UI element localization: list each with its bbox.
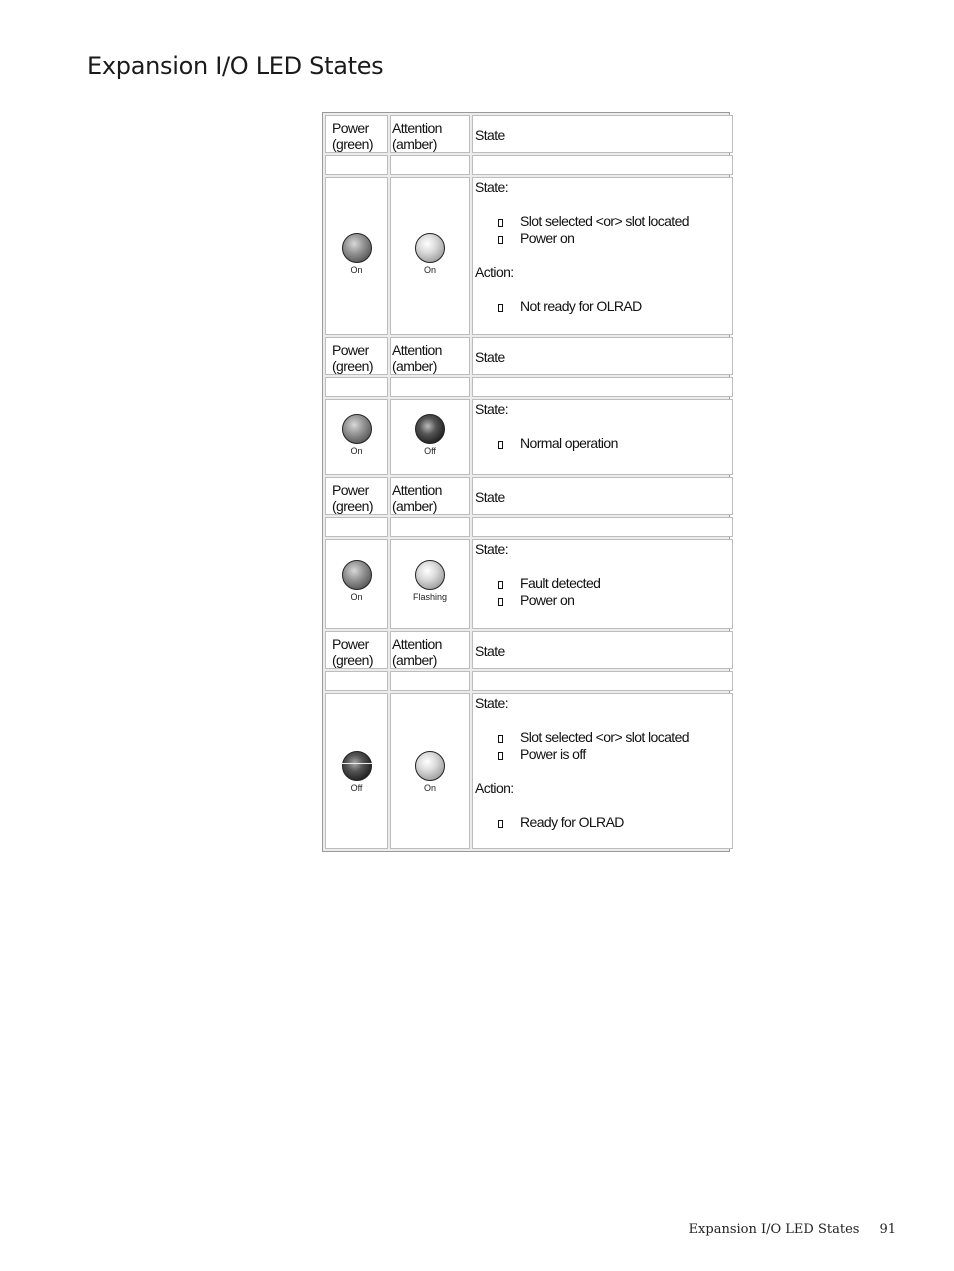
power-led-cell — [325, 693, 388, 849]
header-attention — [390, 337, 470, 375]
led-state-block-3 — [325, 477, 727, 629]
state-item: Slot selected <or> slot located — [520, 729, 689, 745]
power-led-icon — [342, 233, 372, 263]
header-state: State — [472, 115, 733, 153]
action-label: Action: — [475, 780, 514, 796]
power-led-cell — [325, 539, 388, 629]
spacer-cell — [390, 155, 470, 175]
header-state: State — [472, 477, 733, 515]
page-footer — [689, 1222, 896, 1237]
led-state-block-2 — [325, 337, 727, 475]
header-power-line2: (green) — [332, 498, 373, 514]
state-label: State: — [475, 179, 508, 195]
header-attention — [390, 631, 470, 669]
header-attention-line1: Attention — [392, 120, 442, 136]
spacer-cell — [325, 155, 388, 175]
attention-led-cell — [390, 177, 470, 335]
power-led-cell — [325, 177, 388, 335]
power-led-icon — [342, 751, 372, 781]
state-item: Power is off — [520, 746, 586, 762]
spacer-cell — [325, 671, 388, 691]
led-caption: On — [350, 446, 363, 456]
header-power-line2: (green) — [332, 358, 373, 374]
header-attention-line1: Attention — [392, 342, 442, 358]
led-state-block-1 — [325, 115, 727, 335]
header-state: State — [472, 337, 733, 375]
attention-led-cell — [390, 399, 470, 475]
attention-led-cell — [390, 693, 470, 849]
page-title: Expansion I/O LED States — [87, 52, 384, 80]
bullet-icon — [498, 735, 503, 743]
header-state: State — [472, 631, 733, 669]
state-item: Power on — [520, 592, 575, 608]
attention-led-cell — [390, 539, 470, 629]
led-caption: Off — [350, 783, 363, 793]
bullet-icon — [498, 236, 503, 244]
led-caption: Off — [424, 446, 436, 456]
state-label: State: — [475, 401, 508, 417]
header-power-line1: Power — [332, 636, 369, 652]
spacer-cell — [472, 517, 733, 537]
header-attention-line2: (amber) — [392, 358, 437, 374]
attention-led-icon — [415, 414, 445, 444]
state-description-cell — [472, 399, 733, 475]
led-caption: Flashing — [412, 592, 448, 602]
action-label: Action: — [475, 264, 514, 280]
action-item: Not ready for OLRAD — [520, 298, 642, 314]
header-attention-line2: (amber) — [392, 652, 437, 668]
bullet-icon — [498, 581, 503, 589]
header-power-line1: Power — [332, 120, 369, 136]
state-label: State: — [475, 695, 508, 711]
state-description-cell — [472, 693, 733, 849]
led-states-figure — [322, 112, 730, 852]
bullet-icon — [498, 441, 503, 449]
spacer-cell — [472, 671, 733, 691]
page-number: 91 — [879, 1222, 896, 1237]
header-attention-line2: (amber) — [392, 498, 437, 514]
spacer-cell — [390, 671, 470, 691]
spacer-cell — [472, 155, 733, 175]
bullet-icon — [498, 304, 503, 312]
led-caption: On — [350, 265, 363, 275]
header-power-line1: Power — [332, 482, 369, 498]
header-power-line2: (green) — [332, 652, 373, 668]
power-led-icon — [342, 560, 372, 590]
attention-led-icon — [415, 560, 445, 590]
state-item: Power on — [520, 230, 575, 246]
spacer-cell — [325, 377, 388, 397]
header-attention-line1: Attention — [392, 636, 442, 652]
header-attention-line2: (amber) — [392, 136, 437, 152]
led-state-block-4 — [325, 631, 727, 849]
spacer-cell — [390, 517, 470, 537]
state-item: Fault detected — [520, 575, 601, 591]
state-item: Normal operation — [520, 435, 618, 451]
header-power — [325, 631, 388, 669]
header-attention-line1: Attention — [392, 482, 442, 498]
bullet-icon — [498, 752, 503, 760]
header-power-line2: (green) — [332, 136, 373, 152]
power-led-cell — [325, 399, 388, 475]
state-description-cell — [472, 539, 733, 629]
bullet-icon — [498, 598, 503, 606]
attention-led-icon — [415, 751, 445, 781]
attention-led-icon — [415, 233, 445, 263]
header-power — [325, 115, 388, 153]
header-power-line1: Power — [332, 342, 369, 358]
state-label: State: — [475, 541, 508, 557]
header-power — [325, 337, 388, 375]
state-description-cell — [472, 177, 733, 335]
spacer-cell — [390, 377, 470, 397]
bullet-icon — [498, 219, 503, 227]
spacer-cell — [472, 377, 733, 397]
action-item: Ready for OLRAD — [520, 814, 624, 830]
header-attention — [390, 115, 470, 153]
state-item: Slot selected <or> slot located — [520, 213, 689, 229]
bullet-icon — [498, 820, 503, 828]
led-caption: On — [350, 592, 363, 602]
header-attention — [390, 477, 470, 515]
footer-section-title: Expansion I/O LED States — [688, 1222, 860, 1237]
led-caption: On — [423, 783, 436, 793]
power-led-icon — [342, 414, 372, 444]
header-power — [325, 477, 388, 515]
spacer-cell — [325, 517, 388, 537]
led-caption: On — [423, 265, 436, 275]
